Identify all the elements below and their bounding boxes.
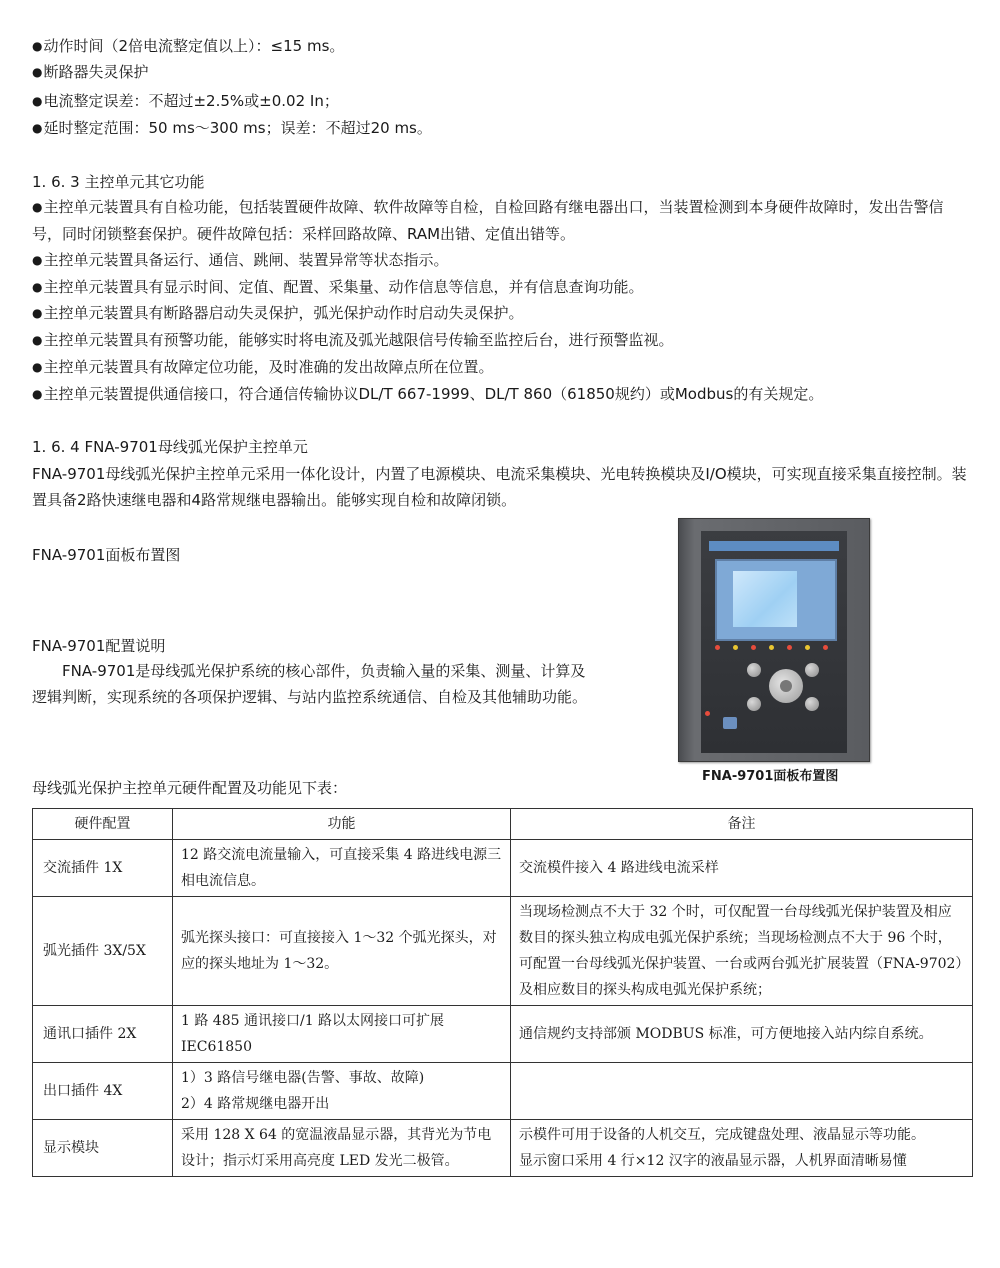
text: 动作时间（2倍电流整定值以上）：≤15 ms。 bbox=[43, 37, 345, 55]
led-icon bbox=[805, 645, 810, 650]
section-163-bullet-4 bbox=[32, 301, 524, 326]
cell-function: 弧光探头接口：可直接接入 1～32 个弧光探头，对应的探头地址为 1～32。 bbox=[173, 897, 511, 1006]
key-icon bbox=[747, 697, 761, 711]
text: 主控单元装置具有自检功能，包括装置硬件故障、软件故障等自检，自检回路有继电器出口，当装置检测到本身硬件故障时，发出告警信号，同时闭锁整套保护。硬件故障包括：采样回路故障、RAM出错、定值出错等。 bbox=[32, 198, 944, 243]
dpad-icon bbox=[769, 669, 803, 703]
table-row bbox=[33, 840, 973, 897]
section-163-bullet-6 bbox=[32, 355, 494, 380]
table-intro: 母线弧光保护主控单元硬件配置及功能见下表： bbox=[32, 779, 348, 797]
key-icon bbox=[805, 663, 819, 677]
text: 主控单元装置具有显示时间、定值、配置、采集量、动作信息等信息，并有信息查询功能。 bbox=[43, 278, 644, 296]
table-header-row bbox=[33, 809, 973, 840]
device-title-strip bbox=[709, 541, 839, 551]
cell-name: 出口插件 4X bbox=[33, 1063, 173, 1120]
section-163-bullet-5 bbox=[32, 328, 674, 353]
table-row bbox=[33, 1063, 973, 1120]
text: 主控单元装置提供通信接口，符合通信传输协议DL/T 667-1999、DL/T 860（61850规约）或Modbus的有关规定。 bbox=[43, 385, 824, 403]
device-lcd-screen bbox=[733, 571, 797, 627]
bullet-action-time bbox=[32, 34, 344, 59]
key-icon bbox=[805, 697, 819, 711]
key-icon bbox=[747, 663, 761, 677]
device-panel-image bbox=[678, 518, 870, 762]
header-function: 功能 bbox=[173, 809, 511, 840]
table-row bbox=[33, 1120, 973, 1177]
led-icon bbox=[823, 645, 828, 650]
section-163-heading: 1. 6. 3 主控单元其它功能 bbox=[32, 173, 205, 191]
cell-function: 1）3 路信号继电器(告警、事故、故障) 2）4 路常规继电器开出 bbox=[173, 1063, 511, 1120]
company-logo-icon bbox=[723, 717, 737, 729]
config-text: FNA-9701是母线弧光保护系统的核心部件，负责输入量的采集、测量、计算及逻辑判断，实现系统的各项保护逻辑、与站内监控系统通信、自检及其他辅助功能。 bbox=[32, 662, 588, 706]
bullet-breaker-failure bbox=[32, 60, 149, 85]
cell-note: 示模件可用于设备的人机交互，完成键盘处理、液晶显示等功能。 显示窗口采用 4 行×12 汉字的液晶显示器，人机界面清晰易懂 bbox=[511, 1120, 973, 1177]
cell-note bbox=[511, 1063, 973, 1120]
device-lcd-frame bbox=[715, 559, 837, 641]
led-icon bbox=[733, 645, 738, 650]
cell-note: 通信规约支持部颁 MODBUS 标准，可方便地接入站内综自系统。 bbox=[511, 1006, 973, 1063]
hardware-config-table bbox=[32, 808, 973, 1177]
text: 主控单元装置具备运行、通信、跳闸、装置异常等状态指示。 bbox=[43, 251, 449, 269]
led-icon bbox=[787, 645, 792, 650]
led-icon bbox=[769, 645, 774, 650]
bullet-current-error bbox=[32, 89, 339, 114]
cell-note: 交流模件接入 4 路进线电流采样 bbox=[511, 840, 973, 897]
header-hardware: 硬件配置 bbox=[33, 809, 173, 840]
config-label: FNA-9701配置说明 bbox=[32, 637, 166, 655]
section-164-heading: 1. 6. 4 FNA-9701母线弧光保护主控单元 bbox=[32, 438, 308, 456]
section-163-bullet-3 bbox=[32, 275, 644, 300]
device-led-row bbox=[711, 645, 839, 653]
section-164-intro: FNA-9701母线弧光保护主控单元采用一体化设计，内置了电源模块、电流采集模块、光电转换模块及I/O模块，可实现直接采集直接控制。装置具备2路快速继电器和4路常规继电器输出。能够实现自检和故障闭锁。 bbox=[32, 465, 967, 509]
cell-name: 交流插件 1X bbox=[33, 840, 173, 897]
cell-name: 弧光插件 3X/5X bbox=[33, 897, 173, 1006]
device-keypad bbox=[745, 661, 821, 715]
table-row bbox=[33, 897, 973, 1006]
cell-function: 采用 128 X 64 的宽温液晶显示器，其背光为节电设计；指示灯采用高亮度 LED 发光二极管。 bbox=[173, 1120, 511, 1177]
table-row bbox=[33, 1006, 973, 1063]
bullet-delay-range bbox=[32, 116, 432, 141]
panel-label: FNA-9701面板布置图 bbox=[32, 546, 181, 564]
cell-name: 通讯口插件 2X bbox=[33, 1006, 173, 1063]
header-note: 备注 bbox=[511, 809, 973, 840]
led-icon bbox=[715, 645, 720, 650]
cell-name: 显示模块 bbox=[33, 1120, 173, 1177]
section-163-bullet-2 bbox=[32, 248, 449, 273]
text: 延时整定范围：50 ms～300 ms；误差：不超过20 ms。 bbox=[43, 119, 432, 137]
text: 主控单元装置具有预警功能，能够实时将电流及弧光越限信号传输至监控后台，进行预警监视。 bbox=[43, 331, 674, 349]
text: 主控单元装置具有断路器启动失灵保护，弧光保护动作时启动失灵保护。 bbox=[43, 304, 524, 322]
power-led-icon bbox=[705, 711, 710, 716]
section-163-bullet-7 bbox=[32, 382, 823, 407]
cell-function: 1 路 485 通讯接口/1 路以太网接口可扩展 IEC61850 bbox=[173, 1006, 511, 1063]
text: 电流整定误差：不超过±2.5%或±0.02 In； bbox=[43, 92, 339, 110]
image-caption: FNA-9701面板布置图 bbox=[702, 769, 839, 784]
section-163-bullet-1 bbox=[32, 194, 972, 247]
led-icon bbox=[751, 645, 756, 650]
cell-function: 12 路交流电流量输入，可直接采集 4 路进线电源三相电流信息。 bbox=[173, 840, 511, 897]
cell-note: 当现场检测点不大于 32 个时，可仅配置一台母线弧光保护装置及相应数目的探头独立构成电弧光保护系统；当现场检测点不大于 96 个时，可配置一台母线弧光保护装置、一台或两台弧光扩展装置（FNA-9702）及相应数目的探头构成电弧光保护系统； bbox=[511, 897, 973, 1006]
text: 断路器失灵保护 bbox=[43, 63, 149, 81]
text: 主控单元装置具有故障定位功能，及时准确的发出故障点所在位置。 bbox=[43, 358, 494, 376]
